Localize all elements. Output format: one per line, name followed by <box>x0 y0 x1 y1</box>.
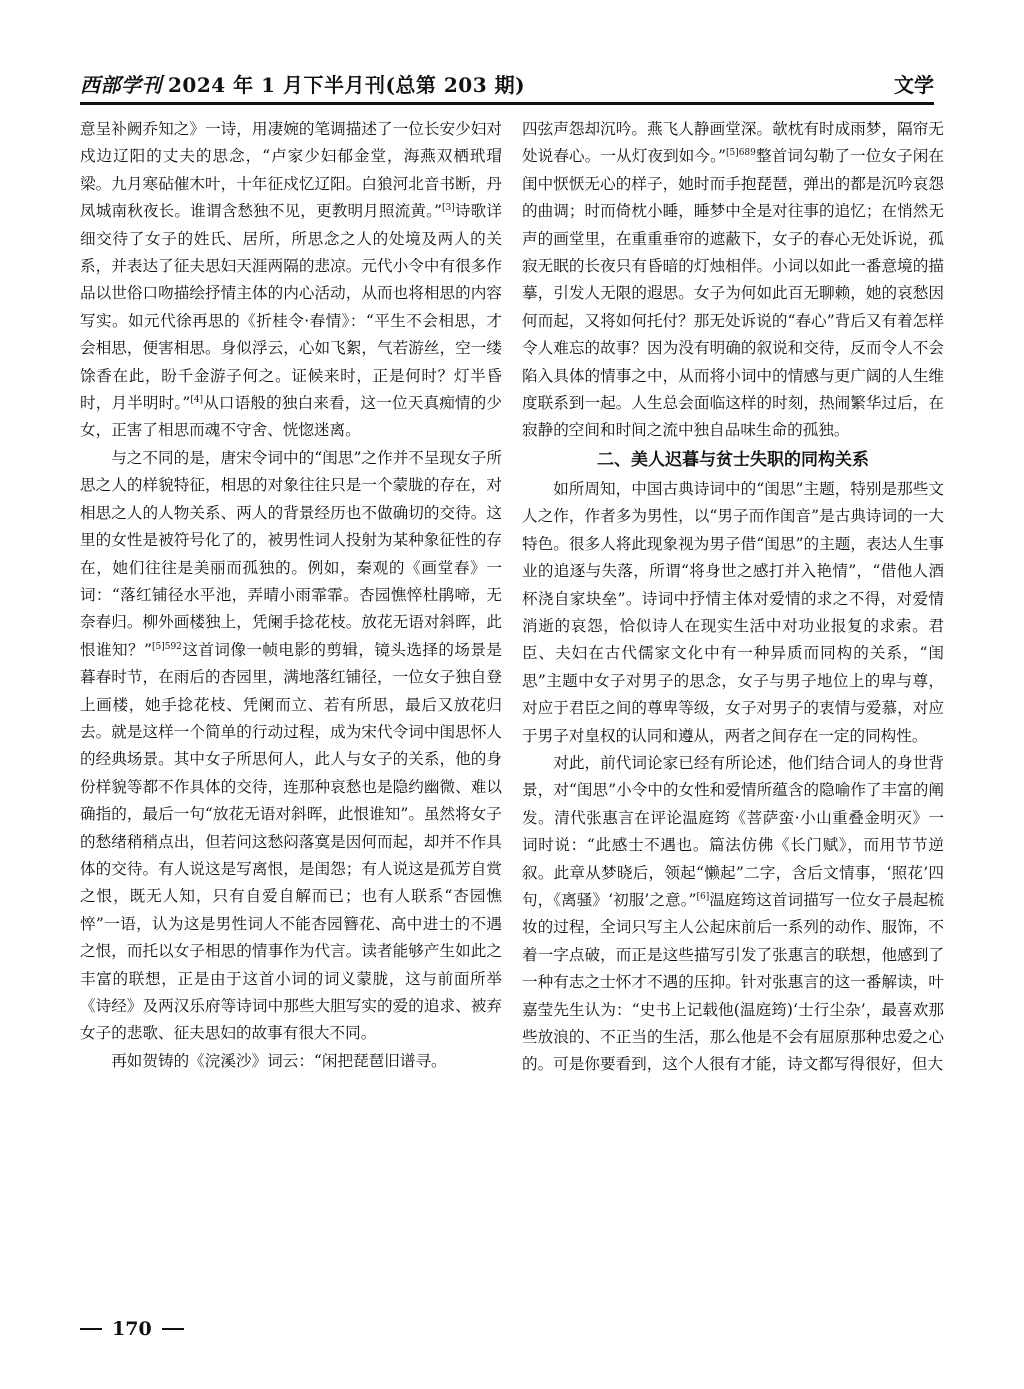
citation: [4] <box>190 395 204 406</box>
text-run: 与之不同的是，唐宋令词中的“闺思”之作并不呈现女子所思之人的样貌特征，相思的对象往往只是一个蒙胧的存在，对相思之人的人物关系、两人的背景经历也不做确切的交待。这里的女性是被符号化了的，被男性词人投射为某种象征性的存在，她们往往是美丽而孤独的。例如，秦观的《画堂春》一词：“落红铺径水平池，弄晴小雨霏霏。杏园憔悴杜鹃啼，无奈春归。柳外画楼独上，凭阑手捻花枝。放花无语对斜晖，此恨谁知？” <box>80 448 502 659</box>
citation: [5]592 <box>151 641 182 652</box>
header-rule <box>80 102 934 105</box>
issue-info: 2024 年 1 月下半月刊(总第 203 期) <box>168 73 526 97</box>
text-run: 对此，前代词论家已经有所论述，他们结合词人的身世背景，对“闺思”小令中的女性和爱情所蕴含的隐喻作了丰富的阐发。清代张惠言在评论温庭筠《菩萨蛮·小山重叠金明灭》一词时说：“此感士不遇也。篇法仿佛《长门赋》，而用节节逆叙。此章从梦晓后，领起“懒起”二字，含后文情事，‘照花’四句，《离骚》‘初服’之意。” <box>522 753 944 909</box>
citation: [5]689 <box>725 148 756 159</box>
text-run: 温庭筠这首词描写一位女子晨起梳妆的过程，全词只写主人公起床前后一系列的动作、服饰，不着一字点破，而正是这些描写引发了张惠言的联想，他感到了一种有志之士怀才不遇的压抑。针对张惠言的这一番解读，叶嘉莹先生认为：“史书上记载他(温庭筠)‘士行尘杂’，最喜欢那些放浪的、不正当的生活，那么他是不会有屈原那种忠爱之心的。可是你要看到，这个人很有才能，诗文都写得很好，但大 <box>522 890 944 1074</box>
text-run: 意呈补阙乔知之》一诗，用凄婉的笔调描述了一位长安少妇对戍边辽阳的丈夫的思念，“卢家少妇郁金堂，海燕双栖玳瑁梁。九月寒砧催木叶，十年征戍忆辽阳。白狼河北音书断，丹凤城南秋夜长。谁谓含愁独不见，更教明月照流黄。” <box>80 120 502 221</box>
paragraph <box>522 750 944 1079</box>
footer-dash-left <box>80 1328 102 1330</box>
footer-dash-right <box>162 1328 184 1330</box>
citation: [6] <box>696 891 710 902</box>
paragraph: 再如贺铸的《浣溪沙》词云：“闲把琵琶旧谱寻。 <box>111 1051 447 1070</box>
section-heading: 二、美人迟暮与贫士失职的同构关系 <box>597 449 869 470</box>
paragraph <box>80 116 502 445</box>
text-run: 这首词像一帧电影的剪辑，镜头选择的场景是暮春时节，在雨后的杏园里，满地落红铺径，一位女子独自登上画楼，她手捻花枝、凭阑而立、若有所思，最后又放花归去。就是这样一个简单的行动过程，成为宋代令词中闺思怀人的经典场景。其中女子所思何人，此人与女子的关系，他的身份样貌等都不作具体的交待，连那种哀愁也是隐约幽微、难以确指的，最后一句“放花无语对斜晖，此恨谁知”。虽然将女子的愁绪稍稍点出，但若问这愁闷落寞是因何而起，却并不作具体的交待。有人说这是写离恨，是闺怨；有人说这是孤芳自赏之恨，既无人知，只有自爱自解而已；也有人联系“杏园憔悴”一语，认为这是男性词人不能杏园簪花、高中进士的不遇之恨，而托以女子相思的情事作为代言。读者能够产生如此之丰富的联想，正是由于这首小词的词义蒙胧，这与前面所举《诗经》及两汉乐府等诗词中那些大胆写实的爱的追求、被弃女子的悲歌、征夫思妇的故事有很大不同。 <box>80 640 502 1043</box>
page-footer <box>80 1318 184 1340</box>
paragraph <box>80 445 502 1048</box>
journal-logo: 西部学刊 <box>80 73 162 97</box>
journal-title <box>80 69 525 98</box>
text-run: 从口语般的独白来看，这一位天真痴情的少女，正害了相思而魂不守舍、恍惚迷离。 <box>80 394 502 440</box>
text-run: 整首词勾勒了一位女子闲在闺中恹恹无心的样子，她时而手抱琵琶，弹出的都是沉吟哀怨的曲调；时而倚枕小睡，睡梦中全是对往事的追忆；在悄然无声的画堂里，在重重垂帘的遮蔽下，女子的春心无处诉说，孤寂无眠的长夜只有昏暗的灯烛相伴。小词以如此一番意境的描摹，引发人无限的遐思。女子为何如此百无聊赖，她的哀愁因何而起，又将如何托付？那无处诉说的“春心”背后又有着怎样令人难忘的故事？因为没有明确的叙说和交待，反而令人不会陷入具体的情事之中，从而将小词中的情感与更广阔的人生维度联系到一起。人生总会面临这样的时刻，热闹繁华过后，在寂静的空间和时间之流中独自品味生命的孤独。 <box>522 147 944 440</box>
paragraph: 如所周知，中国古典诗词中的“闺思”主题，特别是那些文人之作，作者多为男性，以“男子而作闺音”是古典诗词的一大特色。很多人将此现象视为男子借“闺思”的主题，表达人生事业的追逐与失落，所谓“将身世之感打并入艳情”，“借他人酒杯浇自家块垒”。诗词中抒情主体对爱情的求之不得，对爱情消逝的哀怨，恰似诗人在现实生活中对功业报复的求索。君臣、夫妇在古代儒家文化中有一种异质而同构的关系，“闺思”主题中女子对男子的思念，女子与男子地位上的卑与尊，对应于君臣之间的尊卑等级，女子对男子的衷情与爱慕，对应于男子对皇权的认同和遵从，两者之间存在一定的同构性。 <box>522 479 944 745</box>
running-header <box>80 70 934 98</box>
section-label: 文学 <box>894 73 934 97</box>
citation: [3] <box>442 203 455 214</box>
left-column <box>80 116 502 1075</box>
paragraph <box>522 116 944 445</box>
text-run: 诗歌详细交待了女子的姓氏、居所，所思念之人的处境及两人的关系，并表达了征夫思妇天涯两隔的悲凉。元代小令中有很多作品以世俗口吻描绘抒情主体的内心活动，从而也将相思的内容写实。如元代徐再思的《折桂令·春情》：“平生不会相思，才会相思，便害相思。身似浮云，心如飞絮，气若游丝，空一缕馀香在此，盼千金游子何之。证候来时，正是何时？灯半昏时，月半明时。” <box>80 202 502 413</box>
right-column <box>522 116 944 1079</box>
text-run: 四弦声怨却沉吟。燕飞人静画堂深。欹枕有时成雨梦，隔帘无处说春心。一从灯夜到如今。” <box>522 120 944 166</box>
page-number: 170 <box>112 1318 152 1340</box>
